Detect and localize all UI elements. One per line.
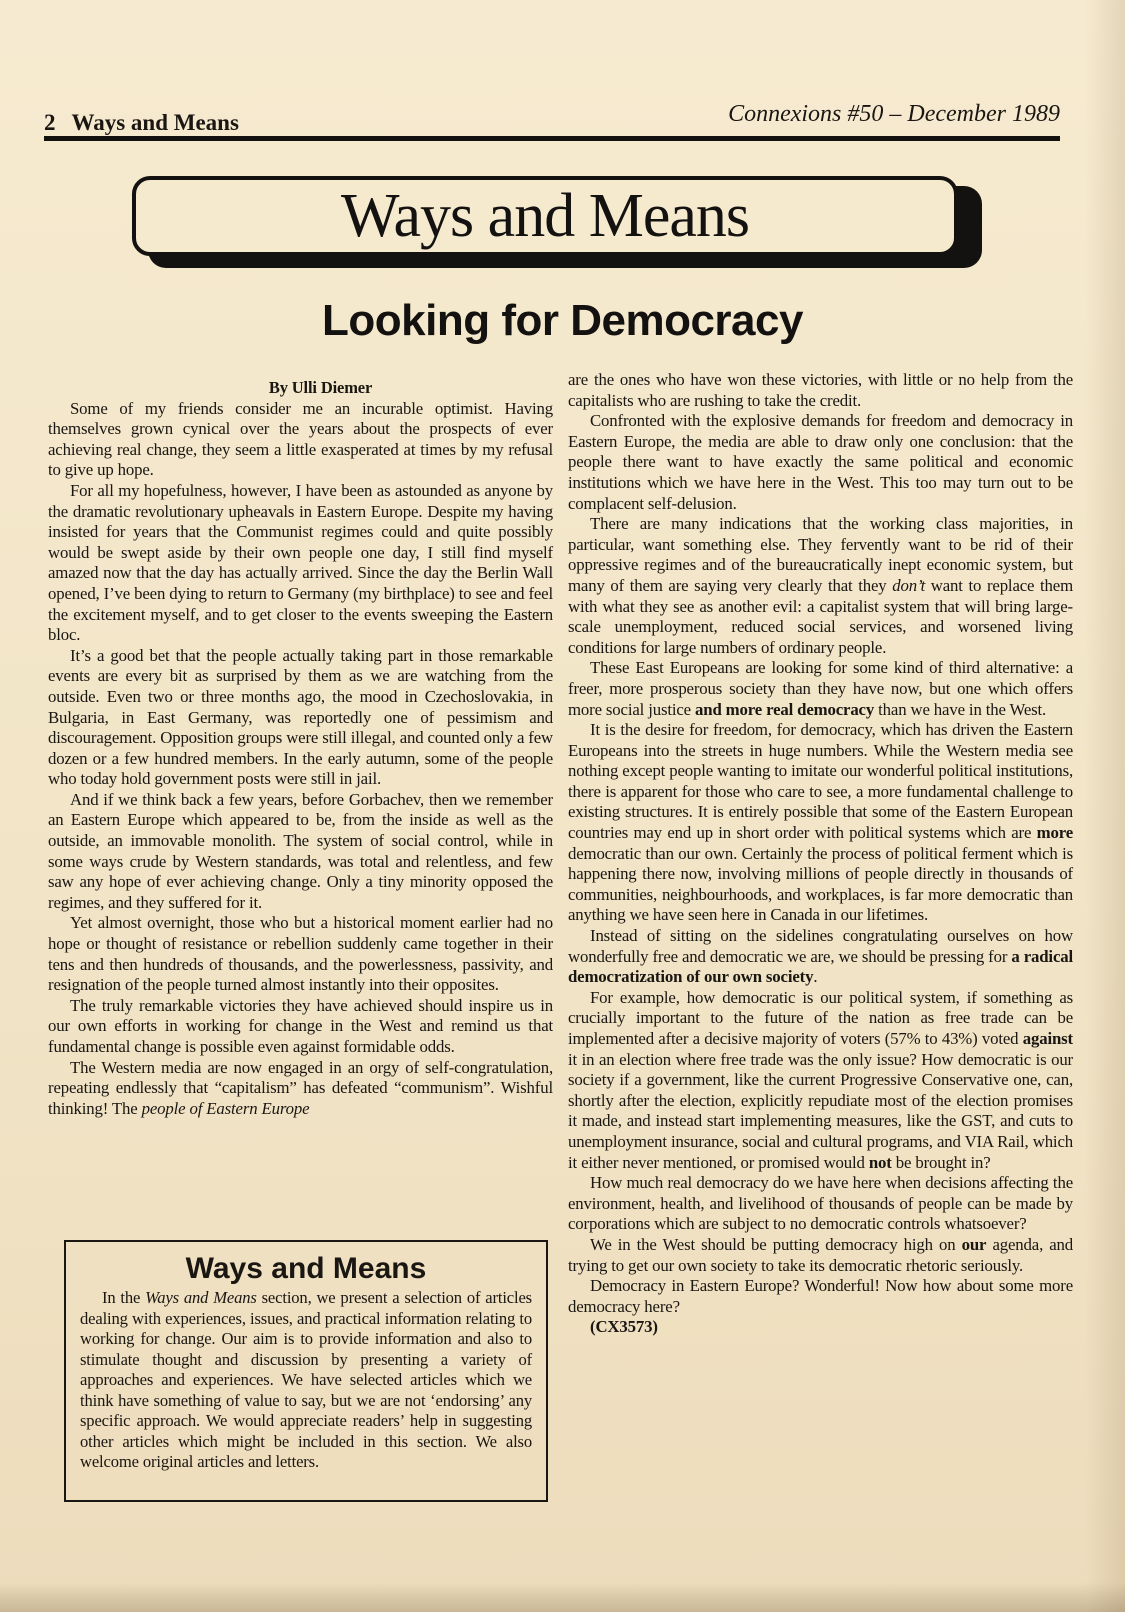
text-run: . xyxy=(813,967,818,987)
text-run: agenda, and trying to get our own society to take its democratic rhetoric seriously. xyxy=(568,1234,1073,1275)
text-run: democratic than our own. Certainly the process of political ferment which is happening there now, involving millions of people directly in thousands of communities, neighbourhoods, and workplaces, is far more democratic than anything we have seen here in Canada in our lifetimes. xyxy=(568,843,1073,925)
italic-run: Ways and Means xyxy=(145,1288,257,1307)
sidebar-text xyxy=(80,1288,532,1473)
paragraph: And if we think back a few years, before Gorbachev, then we remember an Eastern Europe which appeared to be, from the inside as well as the outside, an immovable monolith. The system of social control, while in some ways crude by Western standards, was total and relentless, and few saw any hope of ever achieving change. Only a tiny minority opposed the regimes, and they suffered for it. xyxy=(48,789,553,912)
italic-run: don’t xyxy=(892,575,926,595)
paragraph xyxy=(568,720,1073,926)
bold-run: against xyxy=(1022,1029,1073,1048)
issue-info: Connexions #50 – December 1989 xyxy=(728,101,1060,127)
running-header xyxy=(44,100,1060,140)
section-name: Ways and Means xyxy=(71,110,239,135)
paragraph: Yet almost overnight, those who but a historical moment earlier had no hope or thought of resistance or rebellion suddenly came together in their tens and then hundreds of thousands, and the powerlessness, passivity, and resignation of the people turned almost instantly into their opposites. xyxy=(48,913,553,995)
banner-title: Ways and Means xyxy=(340,182,749,250)
section-banner xyxy=(132,176,958,256)
paragraph: For all my hopefulness, however, I have been as astounded as anyone by the dramatic revolutionary upheavals in Eastern Europe. Despite my having insisted for years that the Communist regimes could and quite possibly would be swept aside by their own people one day, I still find myself amazed now that the day has actually arrived. Since the day the Berlin Wall opened, I’ve been dying to return to Germany (my birthplace) to see and feel the excitement myself, and to get closer to the events sweeping the Eastern bloc. xyxy=(48,480,553,645)
paragraph xyxy=(568,988,1073,1173)
paragraph: Confronted with the explosive demands for freedom and democracy in Eastern Europe, the media are able to draw only one conclusion: that the people there want to have exactly the same political and economic institutions which we have here in the West. This too may turn out to be complacent self-delusion. xyxy=(568,411,1073,513)
header-rule xyxy=(44,136,1060,141)
text-run: For example, how democratic is our political system, if something as crucially important to the future of the nation as free trade can be implemented after a decisive majority of voters (57% to 43%) voted xyxy=(568,987,1073,1048)
paragraph: How much real democracy do we have here when decisions affecting the environment, health, and livelihood of thousands of people can be made by corporations which are subject to no democratic controls whatsoever? xyxy=(568,1173,1073,1234)
text-run: Instead of sitting on the sidelines congratulating ourselves on how wonderfully free and democratic we are, we should be pressing for xyxy=(568,926,1073,966)
paragraph: Some of my friends consider me an incurable optimist. Having themselves grown cynical over the years about the prospects of ever achieving real change, they seem a little exasperated at times by my refusal to give up hope. xyxy=(48,398,553,480)
article-code: (CX3573) xyxy=(590,1317,658,1337)
sidebar-box xyxy=(64,1240,548,1502)
text-run: section, we present a selection of articles dealing with experiences, issues, and practical information relating to working for change. Our aim is to provide information and also to stimulate thought and discussion by presenting a variety of approaches and experiences. We have selected articles which we think have something of value to say, but we are not ‘endorsing’ any specific approach. We would appreciate readers’ help in suggesting other articles which might be included in this section. We also welcome original articles and letters. xyxy=(80,1288,532,1471)
bold-run: our xyxy=(961,1234,987,1254)
header-left xyxy=(44,110,239,136)
paragraph: Democracy in Eastern Europe? Wonderful! Now how about some more democracy here? xyxy=(568,1276,1073,1316)
page-bottom-shade xyxy=(0,1582,1125,1612)
bold-run: not xyxy=(868,1152,892,1172)
paragraph xyxy=(568,926,1073,988)
bold-run: and more real democracy xyxy=(695,699,875,719)
text-run: It is the desire for freedom, for democracy, which has driven the Eastern Europeans into the streets in huge numbers. While the Western media see nothing except people wanting to imitate our wonderful political institutions, there is apparent for those who care to see, a more fundamental challenge to existing structures. It is entirely possible that some of the Eastern European countries may end up in short order with political systems which are xyxy=(568,720,1073,843)
text-run: it in an election where free trade was the only issue? How democratic is our society if a government, like the current Progressive Conservative one, can, shortly after the election, explicitly repudiate most of the election promises it made, and instead start implementing measures, like the GST, and cuts to unemployment insurance, social and cultural programs, and VIA Rail, which it either never mentioned, or promised would xyxy=(568,1049,1073,1172)
article-column-left xyxy=(48,378,553,1119)
paragraph xyxy=(48,1058,553,1120)
text-run: There are many indications that the working class majorities, in particular, want something else. They fervently want to be rid of their oppressive regimes and of the bureaucratically inept economic system, but many of them are saying very clearly that they xyxy=(568,514,1073,595)
text-run: In the xyxy=(102,1288,146,1307)
paragraph: are the ones who have won these victories, with little or no help from the capitalists who are rushing to take the credit. xyxy=(568,370,1073,410)
page-edge-shade xyxy=(1085,0,1125,1612)
text-run: These East Europeans are looking for some kind of third alternative: a freer, more prosperous society than they have now, but one which offers more social justice xyxy=(568,658,1073,719)
text-run: want to replace them with what they see as another evil: a capitalist system that will bring large-scale unemployment, reduced social services, and worsened living conditions for large numbers of ordinary people. xyxy=(568,575,1073,657)
sidebar-title: Ways and Means xyxy=(185,1252,427,1285)
paragraph xyxy=(568,514,1073,658)
text-run: The Western media are now engaged in an orgy of self-congratulation, repeating endlessly that “capitalism” has defeated “communism”. Wishful thinking! The xyxy=(48,1057,553,1118)
bold-run: a radical democratization of our own society xyxy=(568,946,1073,987)
bold-run: more xyxy=(1036,823,1073,843)
paragraph xyxy=(568,658,1073,720)
paragraph xyxy=(568,1235,1073,1276)
article-headline: Looking for Democracy xyxy=(322,296,803,345)
text-run: be brought in? xyxy=(891,1152,991,1172)
byline: By Ulli Diemer xyxy=(268,378,373,397)
article-column-right xyxy=(568,370,1073,1338)
paragraph: The truly remarkable victories they have achieved should inspire us in our own efforts in working for change in the West and remind us that fundamental change is possible even against formidable odds. xyxy=(48,995,553,1056)
page-number: 2 xyxy=(44,110,56,135)
text-run: We in the West should be putting democracy high on xyxy=(590,1234,962,1254)
italic-run: people of Eastern Europe xyxy=(141,1098,310,1118)
text-run: than we have in the West. xyxy=(874,699,1047,719)
paragraph: It’s a good bet that the people actually taking part in those remarkable events are every bit as surprised by them as we are watching from the outside. Even two or three months ago, the mood in Czechoslovakia, in Bulgaria, in East Germany, was reportedly one of pessimism and discouragement. Opposition groups were still illegal, and counted only a few dozen or a few hundred members. In the early autumn, some of the people who today hold government posts were still in jail. xyxy=(48,645,553,789)
